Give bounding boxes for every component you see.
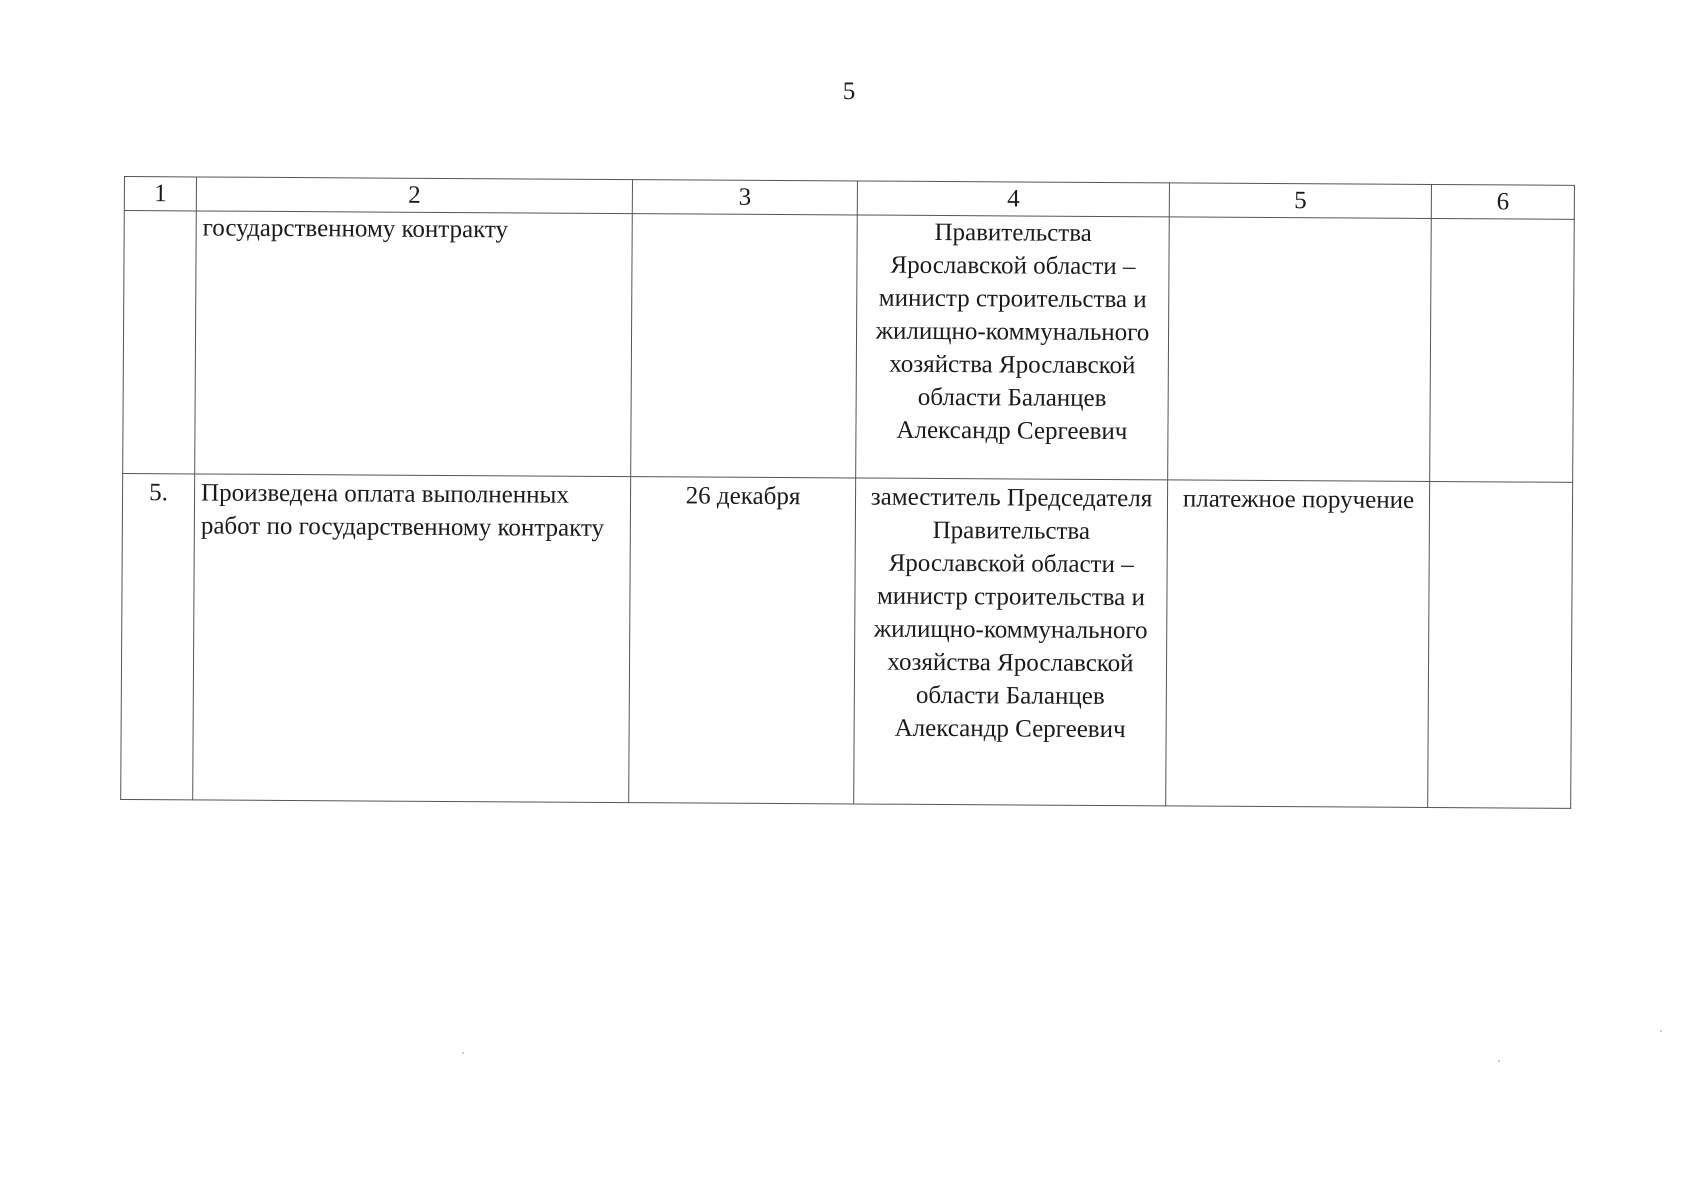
plan-table [120, 176, 1575, 809]
description-cell: государственному контракту [195, 211, 633, 477]
table-row [121, 473, 1573, 808]
column-header: 3 [632, 180, 857, 215]
document-cell: платежное поручение [1166, 480, 1430, 808]
responsible-cell: Правительства Ярославской области – министр строительства и жилищно-коммунального хозяйства Ярославской области Баланцев Александр Сергеевич [856, 215, 1170, 480]
note-cell [1428, 481, 1573, 808]
scan-speck [1498, 1060, 1500, 1062]
column-header: 1 [124, 177, 196, 211]
description-cell: Произведена оплата выполненных работ по государственному контракту [193, 474, 631, 803]
date-cell: 26 декабря [629, 477, 856, 804]
column-header: 5 [1169, 183, 1431, 219]
row-number-cell [123, 211, 197, 474]
date-cell [631, 214, 858, 478]
note-cell [1430, 218, 1575, 482]
document-cell [1168, 217, 1432, 482]
scan-speck [462, 1052, 464, 1054]
column-header: 6 [1431, 184, 1574, 219]
table-row [123, 211, 1575, 483]
responsible-cell: заместитель Председателя Правительства Ярославской области – министр строительства и жилищно-коммунального хозяйства Ярославской области Баланцев Александр Сергеевич [854, 478, 1168, 806]
scan-speck [1660, 1030, 1662, 1032]
column-header: 4 [857, 181, 1169, 217]
page-number: 5 [842, 78, 856, 105]
row-number-cell: 5. [121, 473, 195, 799]
column-header: 2 [196, 177, 632, 214]
